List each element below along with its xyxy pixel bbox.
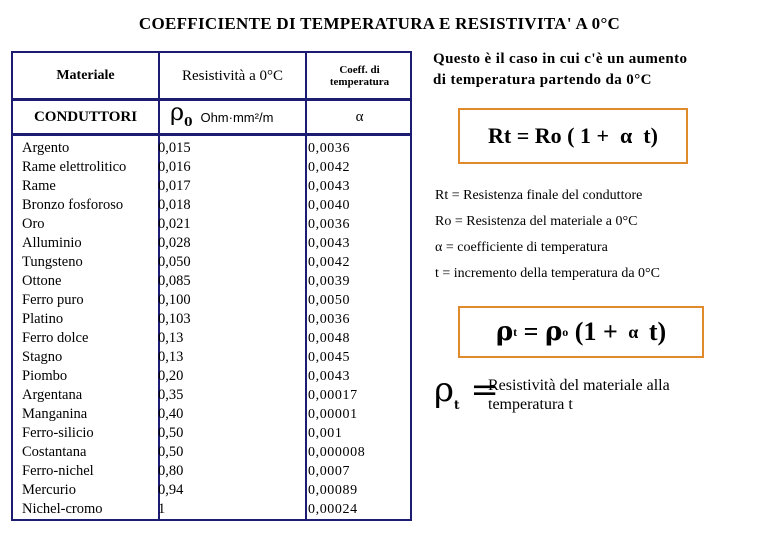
material-cell: Platino (22, 311, 64, 327)
header-resistivity: Resistività a 0°C (182, 67, 283, 84)
rho-glyph: ρ (434, 370, 454, 410)
coefficient-cell: 0,0043 (308, 236, 351, 251)
coefficient-cell: 0,0007 (308, 464, 351, 479)
rho-glyph: ρ (170, 98, 185, 127)
material-cell: Alluminio (22, 235, 82, 251)
resistivity-cell: 0,50 (158, 425, 184, 441)
rho-glyph: ρ (544, 317, 563, 347)
material-cell: Ferro-silicio (22, 425, 94, 441)
material-cell: Manganina (22, 406, 88, 422)
material-cell: Ferro puro (22, 292, 84, 308)
alpha-glyph: α (628, 321, 639, 342)
material-cell: Rame (22, 178, 56, 194)
resistivity-cell: 0,94 (158, 482, 184, 498)
coefficient-cell: 0,0040 (308, 198, 351, 213)
coefficient-cell: 0,0043 (308, 369, 351, 384)
coefficient-cell: 0,0036 (308, 217, 351, 232)
coefficient-column (308, 139, 365, 519)
subscript-t: t (513, 324, 518, 339)
page-title: COEFFICIENTE DI TEMPERATURA E RESISTIVITA' A 0°C (138, 14, 621, 33)
resistivity-cell: 0,13 (158, 349, 184, 365)
resistivity-column (158, 139, 191, 519)
rho-glyph: ρ (495, 317, 514, 347)
resistivity-cell: 0,13 (158, 330, 184, 346)
material-cell: Argento (22, 140, 70, 156)
coefficient-cell: 0,0039 (308, 274, 351, 289)
material-cell: Ferro dolce (22, 330, 89, 346)
coefficient-cell: 0,0043 (308, 179, 351, 194)
material-cell: Bronzo fosforoso (22, 197, 124, 213)
material-cell: Ferro-nichel (22, 463, 94, 479)
definition-item: t = incremento della temperatura da 0°C (435, 266, 660, 281)
resistivity-cell: 0,100 (158, 292, 191, 308)
material-cell: Oro (22, 216, 45, 232)
material-cell: Argentana (22, 387, 83, 403)
resistivity-cell: 0,028 (158, 235, 191, 251)
resistivity-cell: 0,017 (158, 178, 191, 194)
coefficient-cell: 0,0050 (308, 293, 351, 308)
unit-cell (160, 98, 305, 132)
paren-close: t) (642, 317, 667, 346)
resistivity-cell: 0,50 (158, 444, 184, 460)
subscript-o: o (562, 324, 569, 339)
definition-item: α = coefficiente di temperatura (435, 240, 608, 255)
formula-resistivity (458, 306, 704, 358)
rho-t-description-line-2: temperatura t (488, 396, 573, 413)
coefficient-cell: 0,001 (308, 426, 343, 441)
resistivity-cell: 0,20 (158, 368, 184, 384)
resistivity-cell: 0,015 (158, 140, 191, 156)
resistivity-cell: 0,021 (158, 216, 191, 232)
subheader-divider (13, 133, 410, 136)
material-cell: Costantana (22, 444, 87, 460)
coefficient-cell: 0,00024 (308, 502, 358, 517)
rho-t-description (488, 376, 748, 414)
unit-label: Ohm·mm²/m (200, 109, 274, 125)
rho-subscript: 0 (184, 114, 193, 129)
definition-item: Ro = Resistenza del materiale a 0°C (435, 214, 638, 229)
coefficient-cell: 0,0045 (308, 350, 351, 365)
formula-resistance: Rt = Ro ( 1 + α t) (458, 108, 688, 164)
resistivity-cell: 0,085 (158, 273, 191, 289)
coefficient-cell: 0,00017 (308, 388, 358, 403)
header-coefficient (307, 53, 412, 99)
rho-zero-symbol (170, 98, 193, 132)
equals-sign: = (459, 370, 499, 410)
coefficient-cell: 0,000008 (308, 445, 366, 460)
material-column (22, 139, 126, 519)
equals-sign: = (517, 317, 545, 346)
resistivity-cell: 0,018 (158, 197, 191, 213)
category-label: CONDUTTORI (33, 108, 138, 125)
resistivity-cell: 0,016 (158, 159, 191, 175)
resistivity-cell: 1 (158, 501, 166, 517)
resistivity-cell: 0,35 (158, 387, 184, 403)
resistivity-cell: 0,050 (158, 254, 191, 270)
definition-item: Rt = Resistenza finale del conduttore (435, 188, 643, 203)
alpha-symbol: α (355, 108, 364, 125)
resistivity-cell: 0,103 (158, 311, 191, 327)
header-coefficient-line2: temperatura (329, 76, 390, 88)
resistivity-cell: 0,40 (158, 406, 184, 422)
material-cell: Rame elettrolitico (22, 159, 127, 175)
paren-open: (1 + (568, 317, 625, 346)
header-material: Materiale (56, 68, 115, 83)
material-cell: Piombo (22, 368, 68, 384)
coefficient-cell: 0,0048 (308, 331, 351, 346)
coefficient-cell: 0,00001 (308, 407, 358, 422)
coefficient-cell: 0,0042 (308, 255, 351, 270)
material-cell: Mercurio (22, 482, 76, 498)
resistivity-table (11, 51, 412, 521)
subscript-t: t (454, 397, 460, 412)
coefficient-cell: 0,0036 (308, 141, 351, 156)
rho-t-description-line-1: Resistività del materiale alla (488, 377, 670, 394)
coefficient-cell: 0,0036 (308, 312, 351, 327)
note-line-2: di temperatura partendo da 0°C (433, 72, 652, 88)
material-cell: Nichel-cromo (22, 501, 103, 517)
coefficient-cell: 0,00089 (308, 483, 358, 498)
coefficient-cell: 0,0042 (308, 160, 351, 175)
material-cell: Tungsteno (22, 254, 83, 270)
resistivity-cell: 0,80 (158, 463, 184, 479)
material-cell: Stagno (22, 349, 63, 365)
note-text (433, 49, 753, 91)
material-cell: Ottone (22, 273, 62, 289)
definitions-list (435, 186, 660, 290)
note-line-1: Questo è il caso in cui c'è un aumento (433, 51, 688, 67)
header-coefficient-line1: Coeff. di (339, 64, 380, 76)
